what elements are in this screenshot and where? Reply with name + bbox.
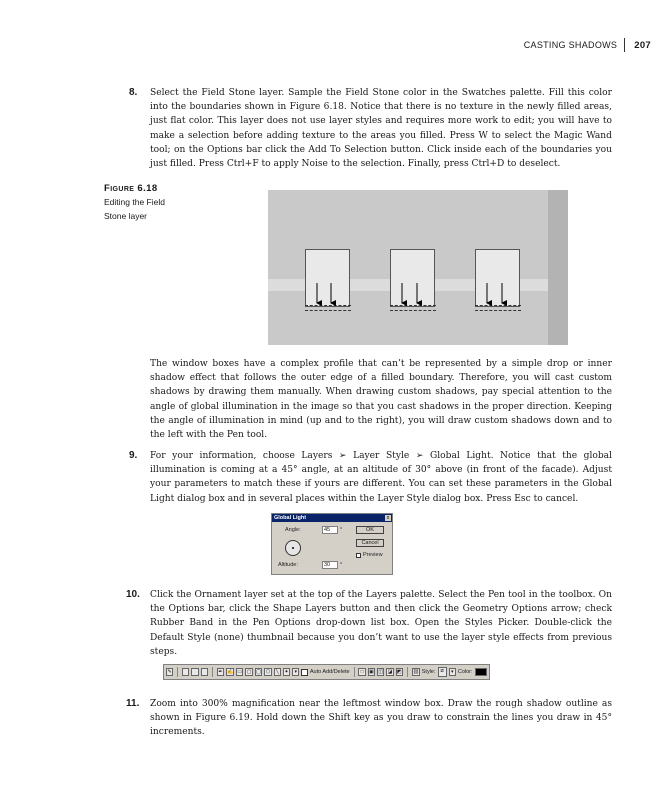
ok-button[interactable]: OK xyxy=(356,526,384,534)
exclude-shape-icon[interactable]: ◩ xyxy=(396,669,402,675)
options-bar xyxy=(163,664,490,680)
page-number: 207 xyxy=(634,39,651,51)
arrows-overlay xyxy=(268,190,568,345)
degree-icon: ° xyxy=(340,527,343,533)
step-text: Select the Field Stone layer. Sample the Field Stone color in the Swatches palette. Fill this color into the boundaries shown in Figure 6.18. Notice that there is no texture in the newly filled areas, just flat color. This layer does not use layer styles and requires more work to edit; you will have to make a selection before adding texture to the areas you filled. Press W to select the Magic Wand tool; on the Options bar click the Add To Selection button. Click inside each of the boundaries you just filled. Press Ctrl+F to apply Noise to the selection. Finally, press Ctrl+D to deselect. xyxy=(150,88,612,170)
auto-add-delete-label: Auto Add/Delete xyxy=(309,669,350,675)
step-text: Zoom into 300% magnification near the leftmost window box. Draw the rough shadow outline as shown in Figure 6.19. Hold down the Shift key as you draw to constrain the lines you draw in 45° increments. xyxy=(150,699,612,738)
custom-shape-icon[interactable]: ✦ xyxy=(284,669,289,675)
step-number: 9. xyxy=(129,450,138,461)
degree-icon: ° xyxy=(340,562,343,568)
global-light-dialog xyxy=(271,513,393,575)
pen-icon[interactable]: ✒ xyxy=(218,669,223,675)
cancel-button[interactable]: Cancel xyxy=(356,539,384,547)
middle-paragraph: The window boxes have a complex profile that can’t be represented by a simple drop or inner shadow effect that follows the outer edge of a filled boundary. Therefore, you will cast custom shadows by drawing them manually. When drawing custom shadows, pay special attention to the angle of global illumination in the image so that you cast shadows in the proper direction. Keeping the angle of illumination in mind (up and to the right), you will draw custom shadows down and to the left with the Pen tool. xyxy=(150,359,612,441)
style-picker-icon[interactable]: ⧄ xyxy=(438,667,447,677)
step-8 xyxy=(129,86,612,171)
link-icon[interactable]: ⛓ xyxy=(412,669,420,675)
figure-caption xyxy=(104,183,214,222)
preview-label: Preview xyxy=(363,552,383,558)
step-10 xyxy=(126,588,612,659)
geometry-options-arrow-icon[interactable]: ▾ xyxy=(292,668,299,676)
separator xyxy=(407,667,408,677)
rounded-rectangle-icon[interactable]: ▢ xyxy=(246,669,252,675)
step-number: 8. xyxy=(129,87,138,98)
angle-label: Angle: xyxy=(285,527,301,533)
preview-checkbox[interactable] xyxy=(356,553,361,558)
close-icon[interactable]: x xyxy=(386,515,390,521)
line-icon[interactable]: ╲ xyxy=(274,668,281,676)
figure-label: Figure 6.18 xyxy=(104,183,158,194)
running-title: CASTING SHADOWS xyxy=(523,40,618,50)
figure-caption-line: Stone layer xyxy=(104,211,147,221)
step-number: 11. xyxy=(126,698,140,709)
step-9 xyxy=(129,449,612,506)
altitude-label: Altitude: xyxy=(278,562,298,568)
polygon-icon[interactable]: ⬠ xyxy=(265,669,271,675)
intersect-shape-icon[interactable]: ◪ xyxy=(387,669,393,675)
step-11 xyxy=(126,697,612,740)
ellipse-icon[interactable]: ◯ xyxy=(255,669,262,675)
angle-dial[interactable] xyxy=(285,540,301,556)
pen-tool-icon[interactable]: ✎ xyxy=(167,669,172,675)
style-label: Style: xyxy=(421,669,436,675)
fill-pixels-icon[interactable] xyxy=(201,668,208,676)
rectangle-icon[interactable]: ▭ xyxy=(237,669,243,675)
header-divider xyxy=(624,38,625,52)
subtract-shape-icon[interactable]: ◫ xyxy=(378,669,384,675)
running-header xyxy=(524,38,651,52)
dial-center-icon xyxy=(292,547,294,549)
auto-add-delete-checkbox[interactable] xyxy=(301,669,307,676)
add-shape-icon[interactable]: ▣ xyxy=(369,669,374,675)
figure-caption-line: Editing the Field xyxy=(104,197,165,207)
step-number: 10. xyxy=(126,589,140,600)
separator xyxy=(354,667,355,677)
freeform-pen-icon[interactable]: ✍ xyxy=(227,669,234,675)
step-text: For your information, choose Layers ➢ Layer Style ➢ Global Light. Notice that the global illumination is coming at a 45° angle, at an altitude of 30° above (in front of the facade). Adjust your parameters to match these if yours are different. You can set these parameters in the Global Light dialog box and in several places within the Layer Style dialog box. Press Esc to cancel. xyxy=(150,451,612,504)
color-label: Color: xyxy=(457,669,473,675)
style-dropdown-icon[interactable]: ▾ xyxy=(449,668,456,676)
color-swatch[interactable] xyxy=(475,668,488,676)
shape-layers-icon[interactable] xyxy=(182,668,189,676)
angle-input[interactable]: 45 xyxy=(322,526,338,534)
separator xyxy=(212,667,213,677)
altitude-input[interactable]: 30 xyxy=(322,561,338,569)
dialog-title: Global Light xyxy=(272,514,392,522)
separator xyxy=(177,667,178,677)
figure-image xyxy=(268,190,568,345)
step-text: Click the Ornament layer set at the top of the Layers palette. Select the Pen tool in the toolbox. On the Options bar, click the Shape Layers button and then click the Geometry Options arrow; check Rubber Band in the Pen Options drop-down list box. Open the Styles Picker. Double-click the Default Style (none) thumbnail because you don’t want to use the layer style effects from previous steps. xyxy=(150,590,612,657)
paths-icon[interactable] xyxy=(191,668,198,676)
create-new-shape-icon[interactable]: □ xyxy=(358,668,365,676)
